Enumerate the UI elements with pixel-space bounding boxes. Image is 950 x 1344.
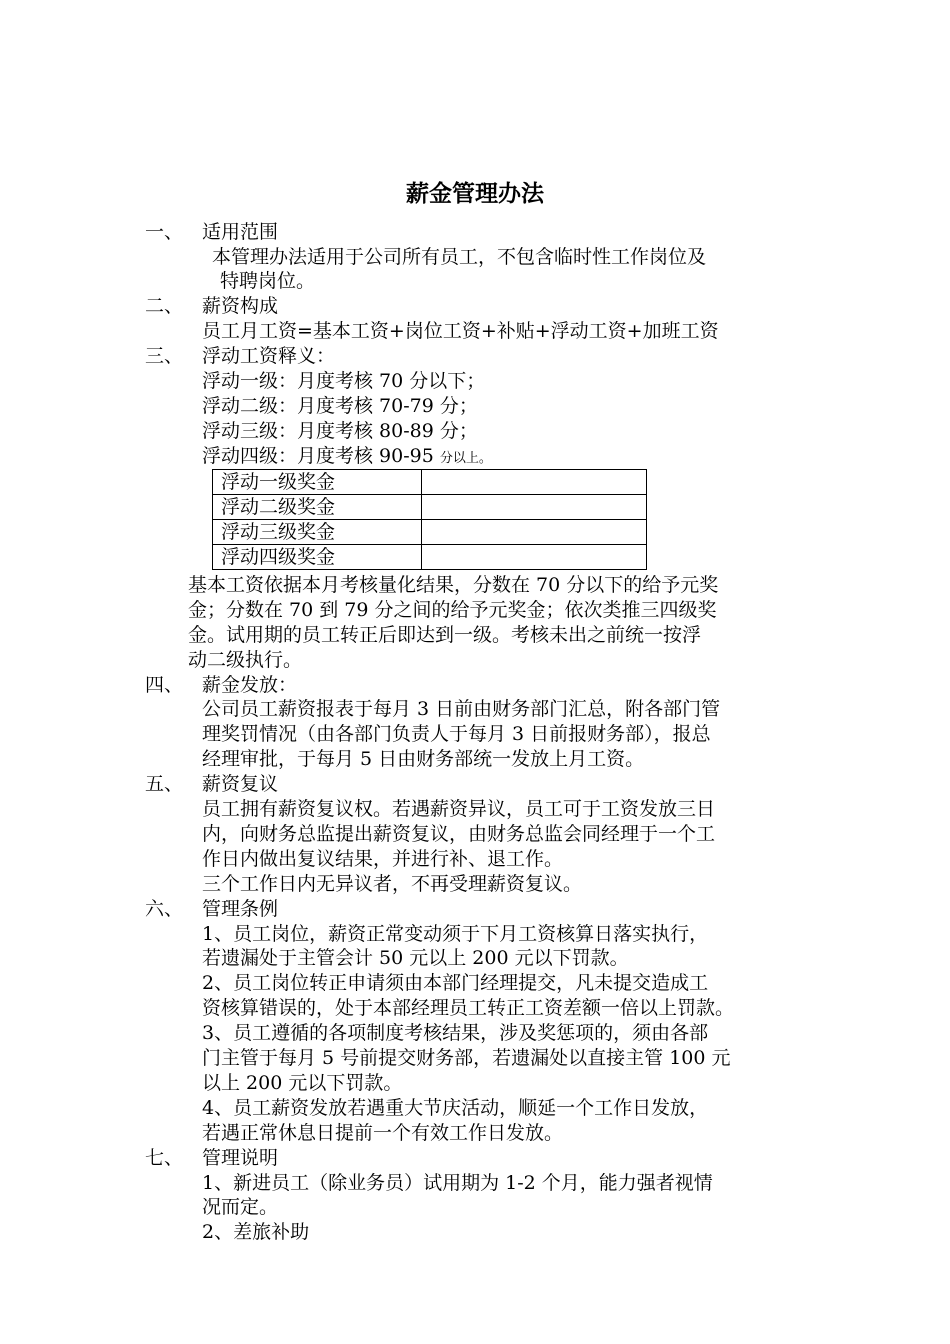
bonus-table xyxy=(212,469,647,570)
section-6-line: 以上 200 元以下罚款。 xyxy=(202,1072,403,1094)
section-3-number: 三、 xyxy=(145,345,184,367)
section-1-line: 特聘岗位。 xyxy=(220,270,316,292)
section-5-heading: 薪资复议 xyxy=(202,773,279,795)
section-5-line: 内，向财务总监提出薪资复议，由财务总监会同经理于一个工 xyxy=(202,823,716,845)
bonus-label: 浮动三级奖金 xyxy=(213,520,422,545)
bonus-value xyxy=(422,495,647,520)
section-4-line: 理奖罚情况（由各部门负责人于每月 3 日前报财务部），报总 xyxy=(202,723,711,745)
section-4-heading: 薪金发放： xyxy=(202,674,298,696)
section-6-line: 4、员工薪资发放若遇重大节庆活动，顺延一个工作日发放， xyxy=(202,1097,709,1119)
bonus-value xyxy=(422,545,647,570)
section-7-line: 1、新进员工（除业务员）试用期为 1-2 个月，能力强者视情 xyxy=(202,1172,713,1194)
section-3-note: 金。试用期的员工转正后即达到一级。考核未出之前统一按浮 xyxy=(188,624,702,646)
level-4-suffix: 分以上。 xyxy=(439,451,492,466)
bonus-value xyxy=(422,520,647,545)
section-1-heading: 适用范围 xyxy=(202,221,279,243)
section-5-line: 员工拥有薪资复议权。若遇薪资异议，员工可于工资发放三日 xyxy=(202,798,716,820)
section-3-heading: 浮动工资释义： xyxy=(202,345,336,367)
table-row xyxy=(213,470,647,495)
section-2-number: 二、 xyxy=(145,295,184,317)
section-6-line: 若遗漏处于主管会计 50 元以上 200 元以下罚款。 xyxy=(202,947,629,969)
table-row xyxy=(213,545,647,570)
level-1-rule: 浮动一级：月度考核 70 分以下； xyxy=(202,370,486,392)
section-6-line: 3、员工遵循的各项制度考核结果，涉及奖惩项的，须由各部 xyxy=(202,1022,709,1044)
level-4-rule-text: 浮动四级：月度考核 90-95 xyxy=(202,445,434,467)
table-row xyxy=(213,520,647,545)
section-6-number: 六、 xyxy=(145,898,184,920)
table-row xyxy=(213,495,647,520)
section-7-heading: 管理说明 xyxy=(202,1147,279,1169)
section-5-line: 作日内做出复议结果，并进行补、退工作。 xyxy=(202,848,564,870)
section-6-line: 资核算错误的，处于本部经理员工转正工资差额一倍以上罚款。 xyxy=(202,997,735,1019)
section-6-heading: 管理条例 xyxy=(202,898,279,920)
section-6-line: 1、员工岗位，薪资正常变动须于下月工资核算日落实执行， xyxy=(202,923,709,945)
section-5-number: 五、 xyxy=(145,773,184,795)
document-title: 薪金管理办法 xyxy=(406,180,544,207)
section-5-line: 三个工作日内无异议者，不再受理薪资复议。 xyxy=(202,873,583,895)
section-3-note: 基本工资依据本月考核量化结果，分数在 70 分以下的给予元奖 xyxy=(188,574,719,596)
section-7-number: 七、 xyxy=(145,1147,184,1169)
level-3-rule: 浮动三级：月度考核 80-89 分； xyxy=(202,420,478,442)
section-6-line: 若遇正常休息日提前一个有效工作日发放。 xyxy=(202,1122,564,1144)
level-2-rule: 浮动二级：月度考核 70-79 分； xyxy=(202,395,478,417)
section-3-note: 动二级执行。 xyxy=(188,649,303,671)
section-4-line: 经理审批，于每月 5 日由财务部统一发放上月工资。 xyxy=(202,748,645,770)
section-4-line: 公司员工薪资报表于每月 3 日前由财务部门汇总，附各部门管 xyxy=(202,698,721,720)
level-4-rule xyxy=(202,444,492,471)
bonus-label: 浮动一级奖金 xyxy=(213,470,422,495)
bonus-label: 浮动四级奖金 xyxy=(213,545,422,570)
section-2-line: 员工月工资=基本工资+岗位工资+补贴+浮动工资+加班工资 xyxy=(202,320,719,342)
section-1-line: 本管理办法适用于公司所有员工，不包含临时性工作岗位及 xyxy=(212,246,707,268)
bonus-label: 浮动二级奖金 xyxy=(213,495,422,520)
section-7-line: 况而定。 xyxy=(202,1196,279,1218)
section-3-note: 金；分数在 70 到 79 分之间的给予元奖金；依次类推三四级奖 xyxy=(188,599,717,621)
section-6-line: 门主管于每月 5 号前提交财务部，若遗漏处以直接主管 100 元 xyxy=(202,1047,731,1069)
section-4-number: 四、 xyxy=(145,674,184,696)
bonus-value xyxy=(422,470,647,495)
section-7-line: 2、差旅补助 xyxy=(202,1221,310,1243)
section-2-heading: 薪资构成 xyxy=(202,295,279,317)
section-1-number: 一、 xyxy=(145,221,184,243)
section-6-line: 2、员工岗位转正申请须由本部门经理提交，凡未提交造成工 xyxy=(202,972,709,994)
